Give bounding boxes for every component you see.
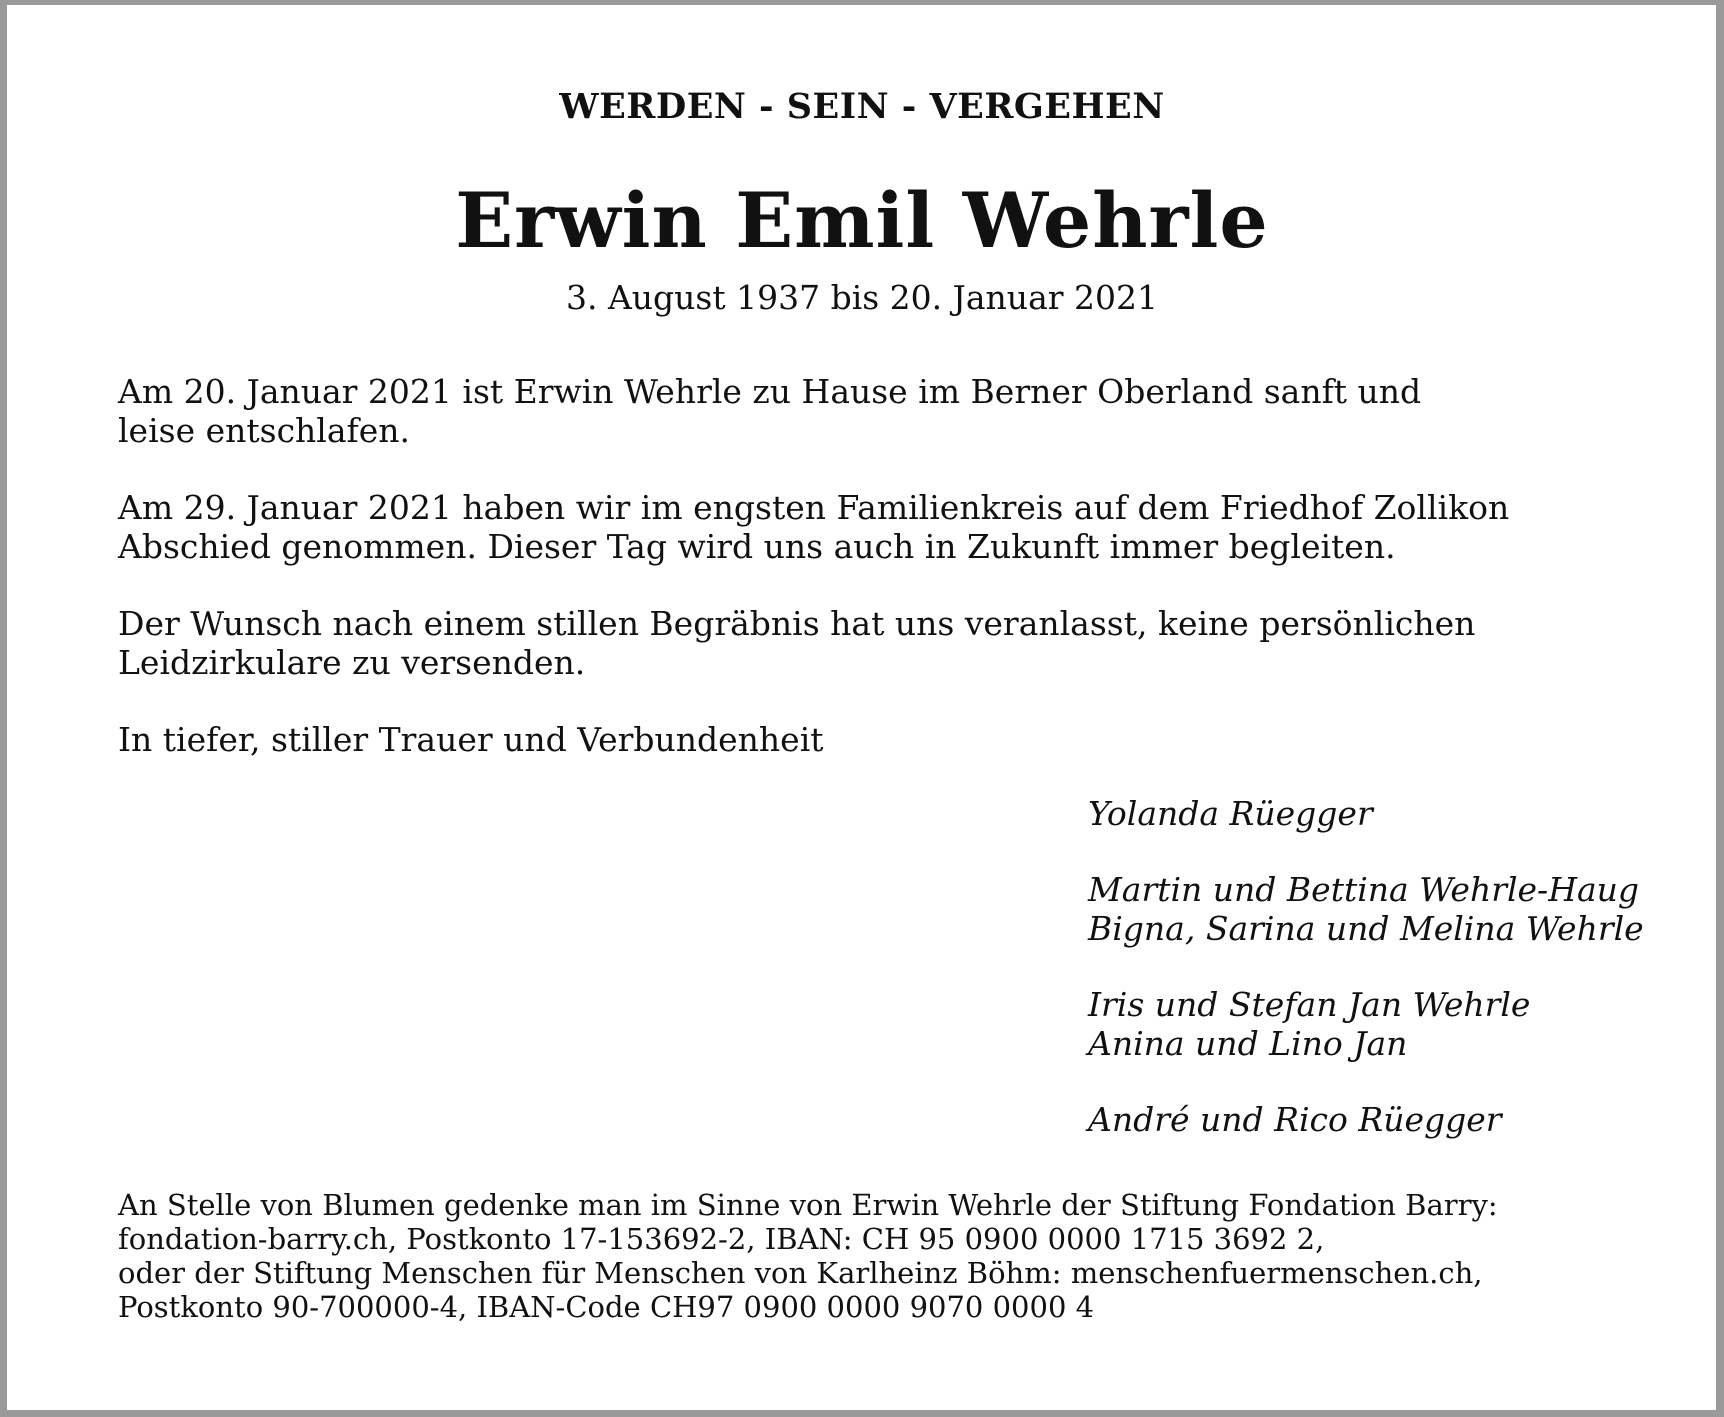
text-line: Abschied genommen. Dieser Tag wird uns auch in Zukunft immer begleiten. <box>118 527 1396 566</box>
paragraph-passing <box>118 372 1558 450</box>
text-line: Der Wunsch nach einem stillen Begräbnis hat uns veranlasst, keine persönlichen <box>118 604 1476 643</box>
note-line: Postkonto 90-700000-4, IBAN-Code CH97 0900 0000 9070 0000 4 <box>118 1290 1095 1324</box>
text-line: Am 29. Januar 2021 haben wir im engsten Familienkreis auf dem Friedhof Zollikon <box>118 488 1510 527</box>
text-line: Am 20. Januar 2021 ist Erwin Wehrle zu Hause im Berner Oberland sanft und <box>118 372 1422 411</box>
mourner-name: Iris und Stefan Jan Wehrle <box>1088 985 1531 1024</box>
paragraph-farewell <box>118 488 1558 566</box>
announcement-body <box>118 372 1558 797</box>
text-line: Leidzirkulare zu versenden. <box>118 643 586 682</box>
mourners-list <box>1088 794 1644 1176</box>
note-line: fondation-barry.ch, Postkonto 17-153692-2, IBAN: CH 95 0900 0000 1715 3692 2, <box>118 1222 1325 1256</box>
mourner-name: Bigna, Sarina und Melina Wehrle <box>1088 909 1644 948</box>
mourner-name: Martin und Bettina Wehrle-Haug <box>1088 870 1640 909</box>
mourner-group <box>1088 985 1644 1063</box>
life-dates: 3. August 1937 bis 20. Januar 2021 <box>565 278 1158 317</box>
text-line: leise entschlafen. <box>118 411 411 450</box>
mourner-name: Anina und Lino Jan <box>1088 1024 1408 1063</box>
mourner-group <box>1088 1100 1644 1139</box>
mourner-group <box>1088 870 1644 948</box>
motto-heading: WERDEN - SEIN - VERGEHEN <box>559 86 1165 127</box>
mourner-name: Yolanda Rüegger <box>1088 794 1373 833</box>
paragraph-burial-wish <box>118 604 1558 682</box>
paragraph-mourning <box>118 720 1558 759</box>
note-line: An Stelle von Blumen gedenke man im Sinne von Erwin Wehrle der Stiftung Fondation Barry: <box>118 1188 1498 1222</box>
mourner-name: André und Rico Rüegger <box>1088 1100 1502 1139</box>
text-line: In tiefer, stiller Trauer und Verbundenheit <box>118 720 824 759</box>
mourner-group <box>1088 794 1644 833</box>
note-line: oder der Stiftung Menschen für Menschen von Karlheinz Böhm: menschenfuermenschen.ch, <box>118 1256 1483 1290</box>
deceased-name: Erwin Emil Wehrle <box>455 176 1269 265</box>
donation-note <box>118 1188 1618 1324</box>
